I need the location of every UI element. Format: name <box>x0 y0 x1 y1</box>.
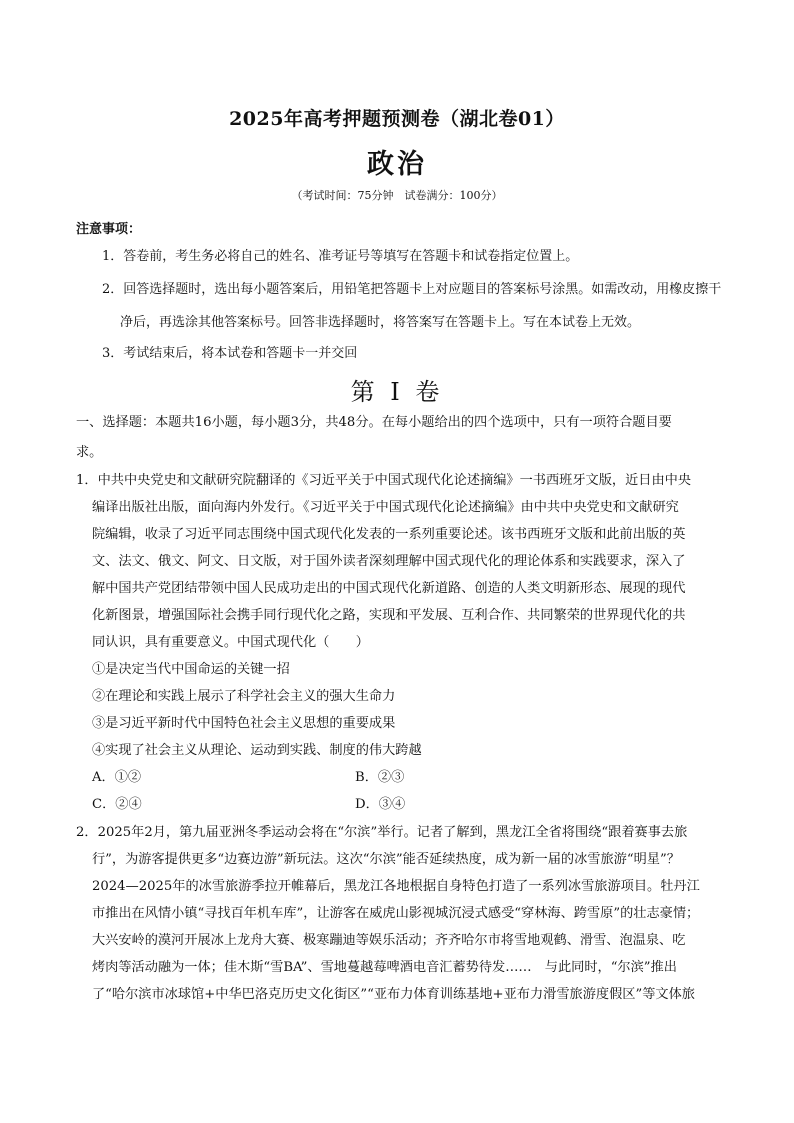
q1-option-d[interactable]: D．③④ <box>355 797 406 812</box>
exam-title: 2025年高考押题预测卷（湖北卷01） <box>229 108 565 130</box>
q1-line: 院编辑，收录了习近平同志围绕中国式现代化发表的一系列重要论述。该书西班牙文版和此前出版的英 <box>92 527 686 542</box>
q1-line: 1．中共中央党史和文献研究院翻译的《习近平关于中国式现代化论述摘编》一书西班牙文版，近日由中央 <box>76 473 692 488</box>
section-instruction-line-1: 一、选择题：本题共16小题，每小题3分，共48分。在每小题给出的四个选项中，只有一项符合题目要 <box>76 415 672 430</box>
q2-line: 市推出在风情小镇“寻找百年机车库”，让游客在威虎山影视城沉浸式感受“穿林海、跨雪原”的壮志豪情； <box>92 906 700 921</box>
q2-line: 2．2025年2月，第九届亚洲冬季运动会将在“尔滨”举行。记者了解到，黑龙江全省将围绕“跟着赛事去旅 <box>76 825 688 840</box>
q1-statement-1: ①是决定当代中国命运的关键一招 <box>92 662 290 677</box>
notice-item-2-line-1: 2．回答选择题时，选出每小题答案后，用铅笔把答题卡上对应题目的答案标号涂黑。如需改动，用橡皮擦干 <box>102 282 722 297</box>
notice-item-1: 1．答卷前，考生务必将自己的姓名、准考证号等填写在答题卡和试卷指定位置上。 <box>102 249 579 264</box>
q1-option-a[interactable]: A．①② <box>92 770 142 785</box>
q2-line: 大兴安岭的漠河开展冰上龙舟大赛、极寒蹦迪等娱乐活动；齐齐哈尔市将雪地观鹤、滑雪、泡温泉、吃 <box>92 933 686 948</box>
q2-line: 烤肉等活动融为一体；佳木斯“雪BA”、雪地蔓越莓啤酒电音汇蓄势待发…… 与此同时，“尔滨”推出 <box>92 960 677 975</box>
q1-line: 化新图景，增强国际社会携手同行现代化之路，实现和平发展、互利合作、共同繁荣的世界现代化的共 <box>92 608 686 623</box>
q1-line: 同认识，具有重要意义。中国式现代化（ ） <box>92 635 369 650</box>
section-instruction-line-2: 求。 <box>76 445 103 460</box>
q2-line: 了“哈尔滨市冰球馆+中华巴洛克历史文化街区”“亚布力体育训练基地+亚布力滑雪旅游度假区”等文体旅 <box>92 987 695 1002</box>
q1-statement-4: ④实现了社会主义从理论、运动到实践、制度的伟大跨越 <box>92 743 422 758</box>
q1-line: 文、法文、俄文、阿文、日文版，对于国外读者深刻理解中国式现代化的理论体系和实践要求，深入了 <box>92 554 686 569</box>
q1-statement-2: ②在理论和实践上展示了科学社会主义的强大生命力 <box>92 689 396 704</box>
q1-option-b[interactable]: B．②③ <box>355 770 405 785</box>
q2-line: 行”，为游客提供更多“边赛边游”新玩法。这次“尔滨”能否延续热度，成为新一届的冰雪旅游“明星”？ <box>92 852 680 867</box>
q2-line: 2024—2025年的冰雪旅游季拉开帷幕后，黑龙江各地根据自身特色打造了一系列冰雪旅游项目。牡丹江 <box>92 879 700 894</box>
notice-item-3: 3．考试结束后，将本试卷和答题卡一并交回 <box>102 346 358 361</box>
q1-line: 编译出版社出版，面向海内外发行。《习近平关于中国式现代化论述摘编》由中共中央党史和文献研究 <box>92 500 679 515</box>
notice-heading: 注意事项： <box>76 222 142 237</box>
q1-option-c[interactable]: C．②④ <box>92 797 142 812</box>
q1-line: 解中国共产党团结带领中国人民成功走出的中国式现代化新道路、创造的人类文明新形态、展现的现代 <box>92 581 686 596</box>
notice-item-2-line-2: 净后，再选涂其他答案标号。回答非选择题时，将答案写在答题卡上。写在本试卷上无效。 <box>120 315 641 330</box>
section-mark: 第 I 卷 <box>350 378 444 406</box>
q1-statement-3: ③是习近平新时代中国特色社会主义思想的重要成果 <box>92 716 396 731</box>
subject-title: 政治 <box>367 149 427 180</box>
exam-time-info: （考试时间：75分钟 试卷满分：100分） <box>291 189 503 202</box>
